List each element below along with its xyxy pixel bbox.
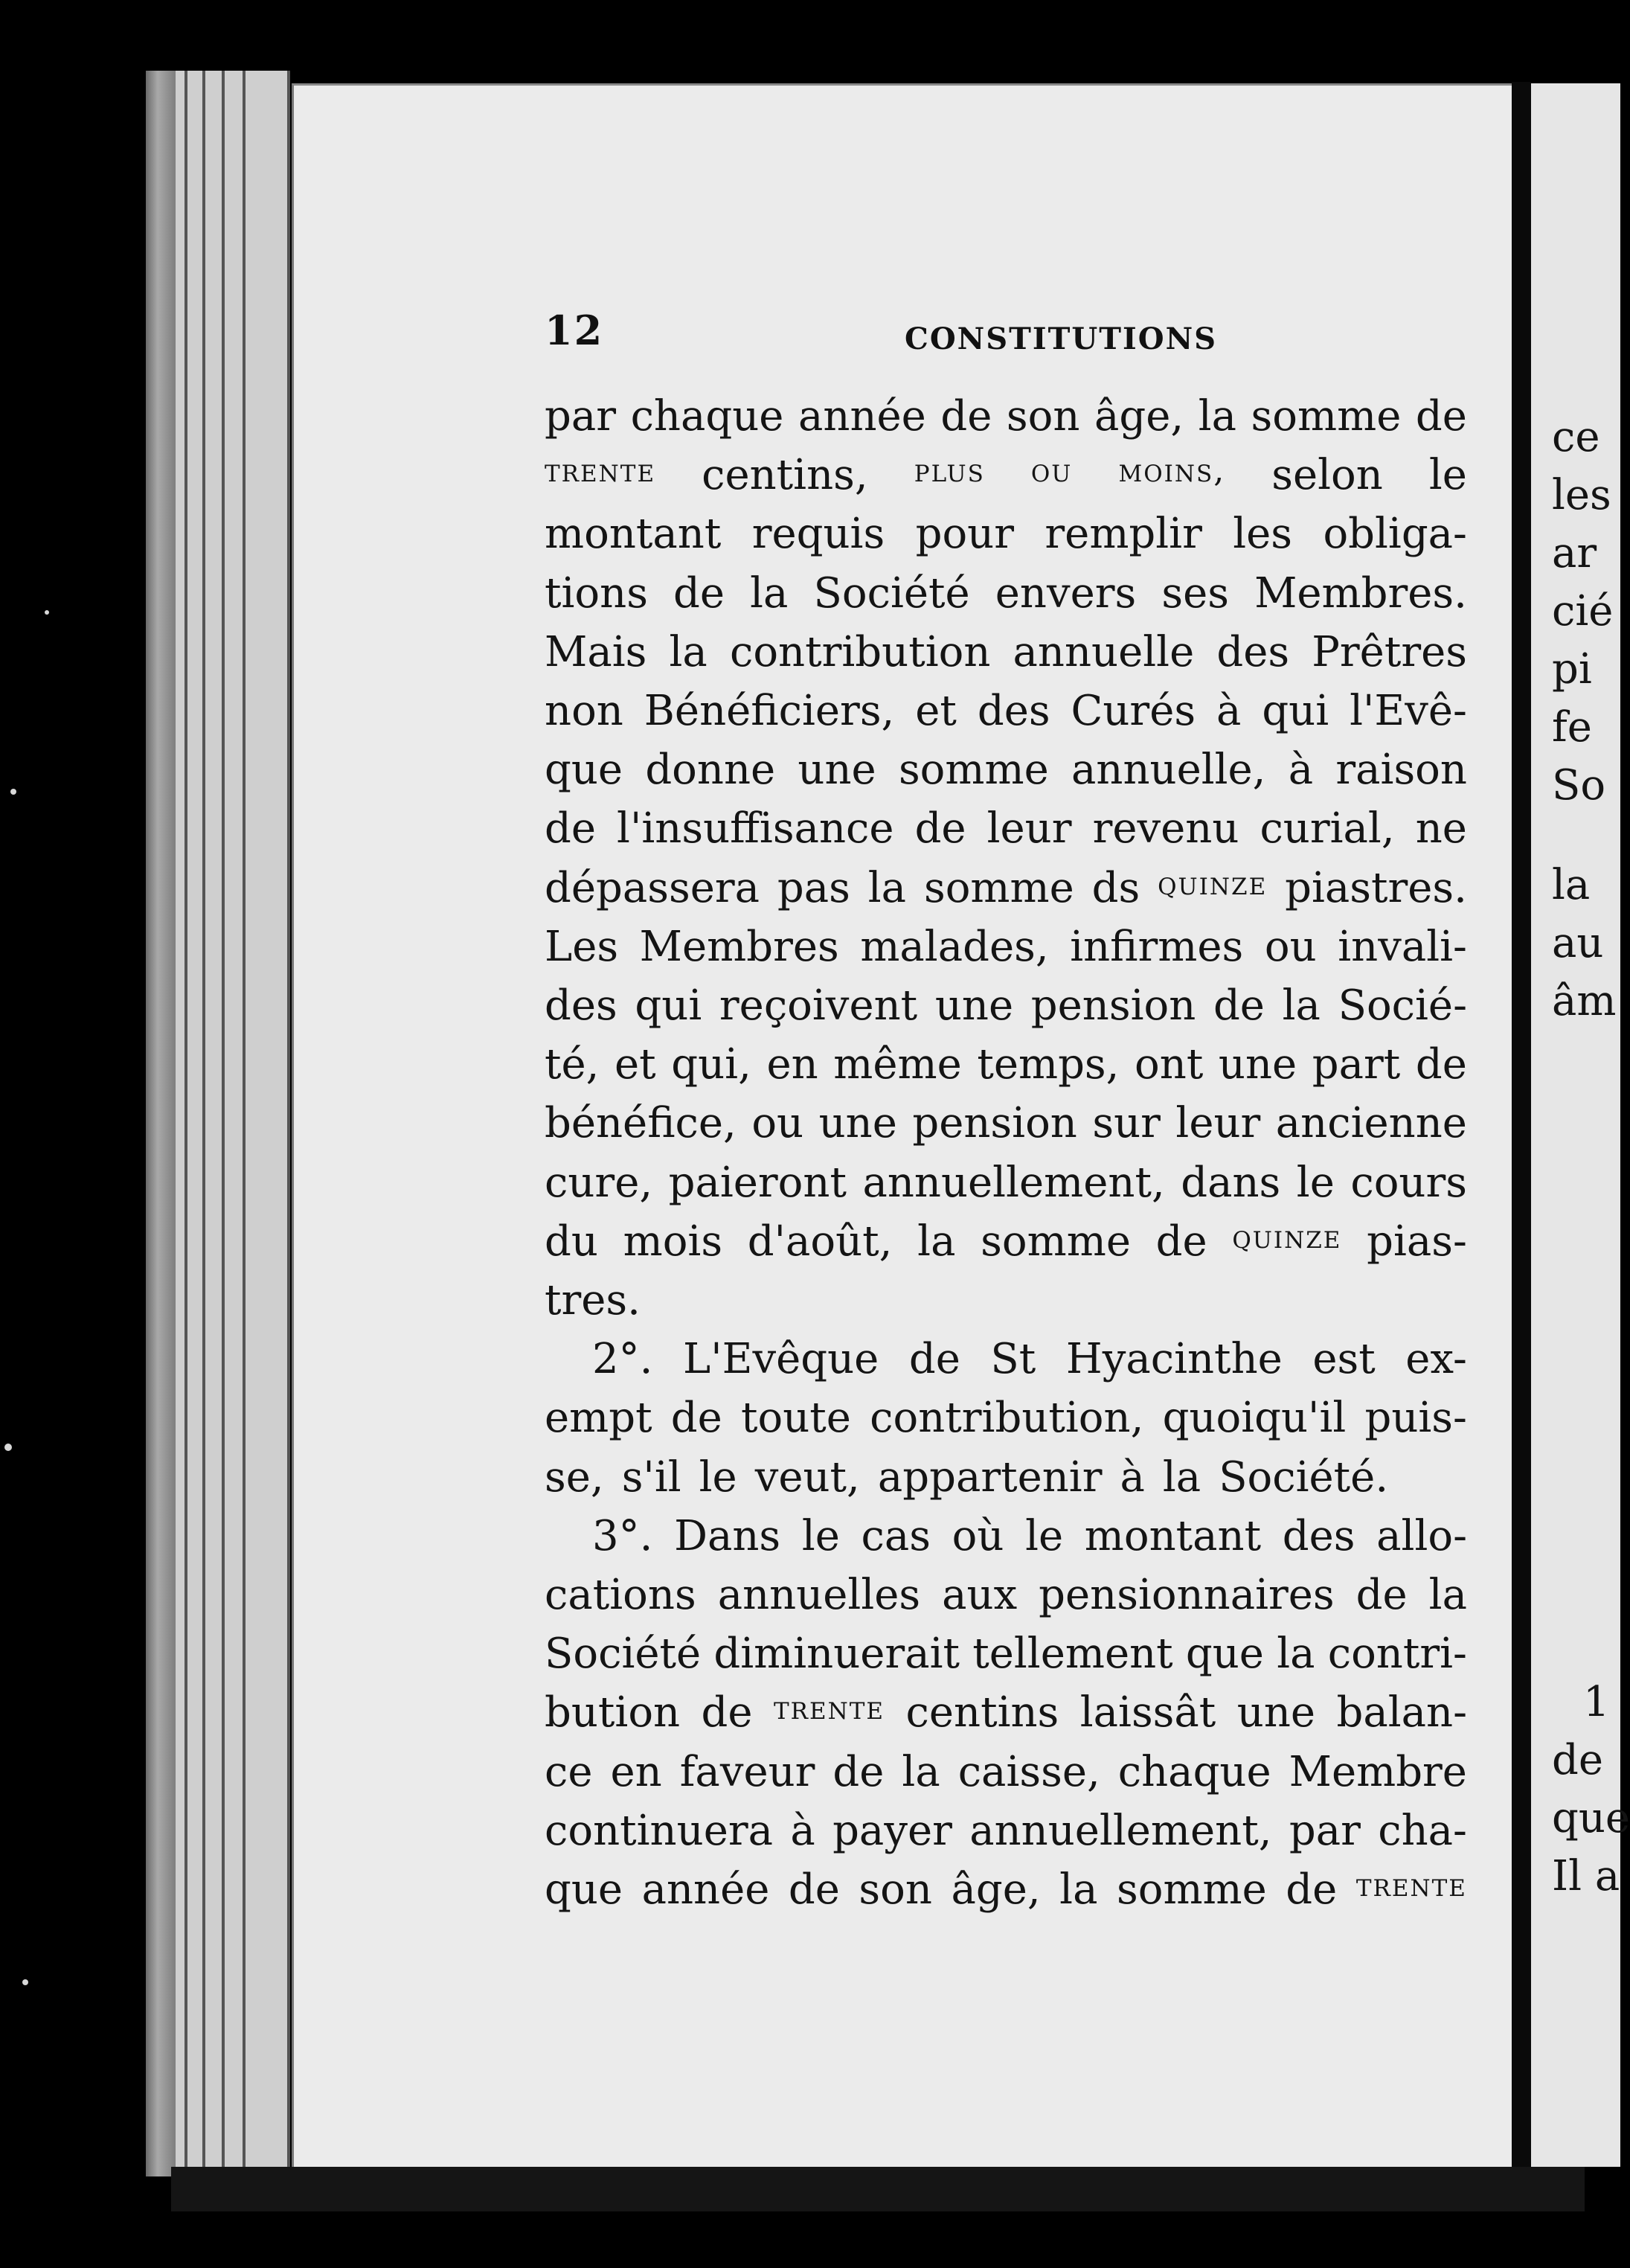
text-line	[545, 1688, 1467, 1737]
word: de	[545, 804, 596, 853]
word: se,	[545, 1453, 604, 1502]
word: et	[915, 687, 957, 735]
word: le	[1428, 451, 1467, 499]
right-page-fragment: âm	[1552, 977, 1617, 1025]
word: la	[1198, 392, 1236, 441]
word: à	[1216, 687, 1242, 735]
right-page-fragment: au	[1552, 919, 1604, 967]
word: Socié-	[1338, 981, 1467, 1030]
word: des	[1282, 1512, 1355, 1560]
word: cha-	[1378, 1807, 1467, 1855]
word: à	[790, 1807, 815, 1855]
word: Bénéficiers,	[644, 687, 895, 735]
right-page-fragment: pi	[1552, 645, 1592, 693]
page-edge	[246, 71, 290, 2176]
word: moins,	[1118, 452, 1226, 490]
word: ce	[545, 1748, 593, 1796]
word: somme	[898, 746, 1049, 794]
word: de	[1213, 981, 1265, 1030]
text-line	[545, 746, 1467, 794]
word: Dans	[674, 1512, 781, 1560]
word: somme	[923, 864, 1074, 912]
word: centins,	[702, 451, 868, 499]
right-page-fragment: la	[1552, 861, 1591, 909]
word: Les	[545, 923, 619, 971]
word: part	[1312, 1040, 1401, 1089]
word: selon	[1271, 451, 1383, 499]
word: leur	[1175, 1099, 1261, 1147]
word: âge,	[1094, 392, 1184, 441]
word: pension	[912, 1099, 1077, 1147]
word: le	[801, 1512, 840, 1560]
word: bénéfice,	[545, 1099, 737, 1147]
page-edge	[225, 71, 246, 2176]
word: centins	[905, 1688, 1059, 1737]
word: quoiqu'il	[1162, 1394, 1347, 1442]
running-head: CONSTITUTIONS	[905, 321, 1218, 356]
right-page-fragment: Il a	[1552, 1852, 1620, 1900]
word: ou	[1030, 452, 1073, 490]
word: quinze	[1232, 1218, 1342, 1256]
dust-speck	[22, 1979, 28, 1985]
text-line	[545, 981, 1467, 1030]
word: ex-	[1405, 1335, 1467, 1383]
word: chaque	[1117, 1748, 1271, 1796]
word: est	[1312, 1335, 1376, 1383]
right-page-fragment: que	[1552, 1794, 1630, 1842]
word: payer	[832, 1807, 952, 1855]
word: à	[1288, 746, 1314, 794]
word: puis-	[1364, 1394, 1467, 1442]
text-line	[545, 1159, 1467, 1207]
word: Société.	[1219, 1453, 1389, 1502]
text-line	[545, 1453, 1467, 1502]
word: de	[914, 804, 966, 853]
word: l'insuffisance	[617, 804, 894, 853]
word: Société	[545, 1630, 702, 1678]
text-line	[592, 1512, 1467, 1560]
text-line	[545, 687, 1467, 735]
word: invali-	[1338, 923, 1467, 971]
right-page-fragment: les	[1552, 471, 1611, 519]
word: à	[1120, 1453, 1145, 1502]
word: d'août,	[747, 1217, 893, 1266]
word: contri-	[1327, 1630, 1467, 1678]
word: en	[610, 1748, 662, 1796]
word: de	[788, 1865, 840, 1914]
word: dans	[1181, 1159, 1281, 1207]
word: cours	[1350, 1159, 1467, 1207]
word: quinze	[1158, 865, 1268, 903]
word: du	[545, 1217, 598, 1266]
word: leur	[986, 804, 1072, 853]
word: annuellement,	[969, 1807, 1272, 1855]
word: Prêtres	[1312, 628, 1467, 676]
word: laissât	[1079, 1688, 1216, 1737]
right-page-fragment: So	[1552, 761, 1606, 810]
word: Curés	[1071, 687, 1196, 735]
word: la	[917, 1217, 956, 1266]
text-line	[592, 1335, 1467, 1383]
word: trente	[773, 1689, 885, 1727]
text-line	[545, 1807, 1467, 1855]
word: revenu	[1092, 804, 1239, 853]
word: St	[990, 1335, 1036, 1383]
word: ou	[1264, 923, 1317, 971]
word: malades,	[860, 923, 1049, 971]
word: empt	[545, 1394, 652, 1442]
text-line	[545, 864, 1467, 912]
word: s'il	[621, 1453, 681, 1502]
word: des	[545, 981, 617, 1030]
right-page-fragment: ce	[1552, 413, 1600, 461]
word: qui	[1262, 687, 1329, 735]
word: pension	[1030, 981, 1196, 1030]
word: de	[670, 1394, 722, 1442]
word: infirmes	[1070, 923, 1244, 971]
word: pour	[915, 510, 1015, 558]
page-edge	[205, 71, 225, 2176]
word: de	[1155, 1217, 1207, 1266]
word: le	[1296, 1159, 1335, 1207]
word: ancienne	[1275, 1099, 1467, 1147]
word: que	[1185, 1630, 1264, 1678]
word: requis	[751, 510, 885, 558]
word: appartenir	[877, 1453, 1103, 1502]
word: ses	[1161, 569, 1229, 618]
right-page-fragment: de	[1552, 1736, 1603, 1784]
word: annuelles	[717, 1571, 921, 1619]
text-line	[545, 569, 1467, 618]
word: Membres.	[1254, 569, 1467, 618]
dust-speck	[4, 1444, 12, 1451]
word: somme	[1251, 392, 1402, 441]
word: mois	[623, 1217, 723, 1266]
word: une	[818, 1099, 897, 1147]
text-line	[545, 451, 1467, 499]
word: par	[1289, 1807, 1361, 1855]
word: par	[545, 392, 617, 441]
right-page-fragment: fe	[1552, 703, 1592, 752]
word: chaque	[630, 392, 784, 441]
word: L'Evêque	[683, 1335, 879, 1383]
word: cations	[545, 1571, 696, 1619]
word: plus	[914, 452, 985, 490]
word: le	[1025, 1512, 1064, 1560]
word: caisse,	[957, 1748, 1100, 1796]
word: té,	[545, 1040, 600, 1089]
word: la	[1059, 1865, 1098, 1914]
word: ont	[1135, 1040, 1204, 1089]
page-edge	[187, 71, 205, 2176]
word: pensionnaires	[1039, 1571, 1335, 1619]
word: 2°.	[592, 1335, 653, 1383]
word: de	[701, 1688, 753, 1737]
word: qui,	[671, 1040, 751, 1089]
word: ou	[751, 1099, 804, 1147]
word: une	[1218, 1040, 1297, 1089]
word: tres.	[545, 1276, 641, 1324]
word: obliga-	[1323, 510, 1467, 558]
right-page-fragment: 1	[1583, 1678, 1610, 1726]
word: tellement	[972, 1630, 1173, 1678]
word: son	[1006, 392, 1080, 441]
text-line	[545, 1040, 1467, 1089]
dust-speck	[10, 789, 16, 795]
word: balan-	[1336, 1688, 1467, 1737]
word: une	[798, 746, 876, 794]
word: des	[977, 687, 1050, 735]
word: les	[1233, 510, 1293, 558]
word: 3°.	[592, 1512, 653, 1560]
word: et	[615, 1040, 656, 1089]
word: temps,	[977, 1040, 1120, 1089]
word: piastres.	[1285, 864, 1467, 912]
word: une	[1236, 1688, 1316, 1737]
word: de	[1415, 1040, 1467, 1089]
word: trente	[1355, 1866, 1467, 1904]
word: le	[699, 1453, 737, 1502]
text-line	[545, 392, 1467, 441]
word: reçoivent	[719, 981, 918, 1030]
word: la	[1428, 1571, 1467, 1619]
text-line	[545, 923, 1467, 971]
word: diminuerait	[713, 1630, 960, 1678]
word: de	[832, 1748, 885, 1796]
word: la	[750, 569, 789, 618]
word: contribution,	[870, 1394, 1144, 1442]
text-line	[545, 1217, 1467, 1266]
word: année	[641, 1865, 770, 1914]
word: dépassera	[545, 864, 760, 912]
word: âge,	[951, 1865, 1041, 1914]
right-page-fragment: ar	[1552, 529, 1597, 577]
word: aux	[942, 1571, 1018, 1619]
word: annuelle,	[1071, 746, 1266, 794]
book-gutter	[1512, 82, 1531, 2173]
text-line	[545, 1394, 1467, 1442]
word: montant	[1084, 1512, 1262, 1560]
text-line	[545, 510, 1467, 558]
word: trente	[545, 452, 656, 490]
word: annuellement,	[862, 1159, 1165, 1207]
word: Membres	[639, 923, 839, 971]
word: où	[952, 1512, 1004, 1560]
word: veut,	[754, 1453, 860, 1502]
word: somme	[981, 1217, 1131, 1266]
scan-bottom-shadow	[171, 2167, 1585, 2211]
word: toute	[741, 1394, 851, 1442]
word: curial,	[1260, 804, 1395, 853]
word: somme	[1116, 1865, 1267, 1914]
word: montant	[545, 510, 722, 558]
word: la	[1277, 1630, 1315, 1678]
word: la	[1282, 981, 1321, 1030]
word: ds	[1091, 864, 1140, 912]
word: allo-	[1376, 1512, 1467, 1560]
word: pas	[777, 864, 850, 912]
word: de	[673, 569, 725, 618]
text-line	[545, 1276, 1467, 1324]
word: pias-	[1367, 1217, 1467, 1266]
word: continuera	[545, 1807, 773, 1855]
word: de	[908, 1335, 960, 1383]
word: tions	[545, 569, 648, 618]
text-line	[545, 1571, 1467, 1619]
word: même	[833, 1040, 962, 1089]
word: donne	[645, 746, 776, 794]
text-line	[545, 1865, 1467, 1914]
word: raison	[1335, 746, 1467, 794]
word: Hyacinthe	[1065, 1335, 1283, 1383]
word: faveur	[679, 1748, 815, 1796]
word: année	[798, 392, 926, 441]
word: la	[902, 1748, 940, 1796]
word: que	[545, 746, 623, 794]
word: non	[545, 687, 623, 735]
word: son	[859, 1865, 932, 1914]
word: la	[1162, 1453, 1201, 1502]
word: remplir	[1045, 510, 1202, 558]
word: qui	[635, 981, 702, 1030]
word: Mais	[545, 628, 647, 676]
word: de	[940, 392, 992, 441]
word: ne	[1415, 804, 1467, 853]
text-line	[545, 1630, 1467, 1678]
dust-speck	[45, 610, 49, 615]
word: l'Evê-	[1350, 687, 1467, 735]
word: envers	[995, 569, 1137, 618]
word: une	[934, 981, 1014, 1030]
word: cure,	[545, 1159, 653, 1207]
book-spine	[146, 71, 176, 2176]
word: de	[1355, 1571, 1408, 1619]
word: la	[867, 864, 907, 912]
text-line	[545, 628, 1467, 676]
word: cas	[861, 1512, 931, 1560]
word: des	[1216, 628, 1290, 676]
word: bution	[545, 1688, 681, 1737]
right-page-fragment: cié	[1552, 587, 1614, 635]
word: paieront	[668, 1159, 847, 1207]
word: annuelle	[1013, 628, 1195, 676]
text-line	[545, 1099, 1467, 1147]
word: Membre	[1289, 1748, 1467, 1796]
word: en	[766, 1040, 818, 1089]
page-number: 12	[545, 307, 604, 354]
word: contribution	[729, 628, 991, 676]
text-line	[545, 804, 1467, 853]
word: Société	[813, 569, 970, 618]
word: de	[1286, 1865, 1338, 1914]
word: sur	[1092, 1099, 1161, 1147]
word: de	[1415, 392, 1467, 441]
word: que	[545, 1865, 623, 1914]
text-line	[545, 1748, 1467, 1796]
word: la	[669, 628, 707, 676]
